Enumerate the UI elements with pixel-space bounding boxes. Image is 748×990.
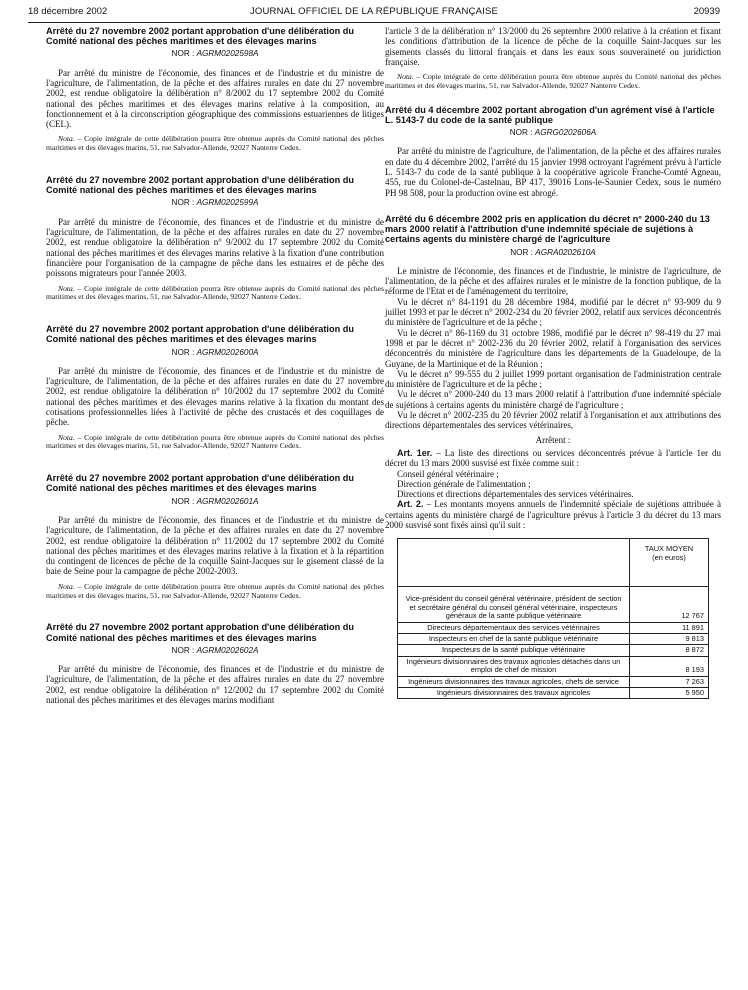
decree-note: Nota. – Copie intégrale de cette délibération pourra être obtenue auprès du Comité national des pêches maritimes et des élevages marins, 51, rue Salvador-Allende, 92027 Nanterre Cedex. bbox=[46, 134, 384, 153]
row-value: 5 950 bbox=[630, 687, 709, 698]
decree-section-6 bbox=[385, 105, 721, 198]
nor-reference: NOR : AGRM0202599A bbox=[171, 198, 259, 208]
nor-reference: NOR : AGRA0202610A bbox=[510, 247, 596, 257]
page-number: 20939 bbox=[693, 6, 720, 17]
table-row bbox=[398, 645, 709, 656]
article-1: Art. 1er. – La liste des directions ou services déconcentrés prévue à l'article 1er du décret du 13 mars 2000 susvisé est fixée comme suit : bbox=[385, 447, 721, 469]
decree-body: Par arrêté du ministre de l'agriculture, de l'alimentation, de la pêche et des affaires rurales en date du 4 décembre 2002, l'arrêté du 15 janvier 1998 octroyant l'agrément prévu à l'article L. 5143-7 du code de la santé publique à la coopérative agricole Franche-Comté Agneau, 455, rue du Colonel-de-Castelnau, BP 417, 39016 Lons-le-Saunier Cedex, sous le numéro PH 98 508, pour la production ovine est abrogé. bbox=[385, 146, 721, 198]
preamble: Le ministre de l'économie, des finances et de l'industrie, le ministre de l'agriculture, de l'alimentation, de la pêche et des affaires rurales et le ministre de la fonction publique, de la réforme de l'Etat et de l'aménagement du territoire, bbox=[385, 265, 721, 297]
nor-reference: NOR : AGRM0202602A bbox=[171, 645, 259, 655]
nor-reference: NOR : AGRM0202600A bbox=[171, 347, 259, 357]
header-date: 18 décembre 2002 bbox=[28, 6, 108, 17]
header-rule bbox=[28, 22, 720, 23]
nor-reference: NOR : AGRM0202601A bbox=[171, 496, 259, 506]
list-item: Conseil général vétérinaire ; bbox=[397, 468, 499, 479]
list-item: Direction générale de l'alimentation ; bbox=[397, 478, 531, 489]
nor-reference: NOR : AGRG0202606A bbox=[509, 128, 597, 138]
row-value: 8 872 bbox=[630, 645, 709, 656]
rates-table bbox=[397, 538, 709, 699]
table-row bbox=[398, 687, 709, 698]
decree-title: Arrêté du 4 décembre 2002 portant abrogation d'un agrément visé à l'article L. 5143-7 du code de la santé publique bbox=[385, 104, 715, 125]
directions-list bbox=[385, 469, 721, 500]
table-header-rate: TAUX MOYEN (en euros) bbox=[630, 539, 709, 587]
decree-section-4 bbox=[46, 473, 384, 600]
arretent-heading: Arrêtent : bbox=[535, 434, 571, 445]
vu-clause: Vu le décret n° 99-555 du 2 juillet 1999 portant organisation de l'administration centrale du ministère de l'agriculture et de la pêche ; bbox=[385, 368, 721, 390]
row-label: Ingénieurs divisionnaires des travaux agricoles détachés dans un emploi de chef de mission bbox=[398, 656, 630, 676]
row-value: 8 193 bbox=[630, 656, 709, 676]
decree-section-5 bbox=[46, 622, 384, 705]
vu-clause: Vu le décret n° 84-1191 du 28 décembre 1984, modifié par le décret n° 93-909 du 9 juillet 1993 et par le décret n° 2002-234 du 20 février 2002, relatif aux services déconcentrés du ministère de l'agriculture et de la pêche ; bbox=[385, 296, 721, 328]
vu-clause: Vu le décret n° 86-1169 du 31 octobre 1986, modifié par le décret n° 98-419 du 27 mai 1998 et par le décret n° 2002-236 du 20 février 2002, relatif à l'organisation des services déconcentrés du ministère de l'agriculture dans les départements de la Guadeloupe, de la Guyane, de la Martinique et de la Réunion ; bbox=[385, 327, 721, 369]
row-value: 11 891 bbox=[630, 622, 709, 633]
table-row bbox=[398, 587, 709, 622]
row-value: 9 813 bbox=[630, 633, 709, 644]
decree-body: Par arrêté du ministre de l'économie, des finances et de l'industrie et du ministre de l'agriculture, de l'alimentation, de la pêche et des affaires rurales en date du 27 novembre 2002, est rendue obligatoire la délibération n° 8/2002 du 17 septembre 2002 du Comité national des pêches maritimes et des élevages marins relative à la composition, au fonctionnement et à la circonscription géographique des commissions estuariennes de litiges (CEL). bbox=[46, 67, 384, 130]
row-label: Ingénieurs divisionnaires des travaux agricoles, chefs de service bbox=[398, 676, 630, 687]
decree-note: Nota. – Copie intégrale de cette délibération pourra être obtenue auprès du Comité national des pêches maritimes et des élevages marins, 51, rue Salvador-Allende, 92027 Nanterre Cedex. bbox=[46, 432, 384, 451]
row-label: Inspecteurs en chef de la santé publique vétérinaire bbox=[398, 633, 630, 644]
article-2: Art. 2. – Les montants moyens annuels de l'indemnité spéciale de sujétions attribuée à certains agents du ministère chargé de l'agriculture prévus à l'article 3 du décret du 13 mars 2000 susvisé sont fixés ainsi qu'il suit : bbox=[385, 499, 722, 530]
table-header-empty bbox=[398, 539, 630, 587]
decree-section-7 bbox=[385, 214, 721, 699]
decree-body: Par arrêté du ministre de l'économie, des finances et de l'industrie et du ministre de l'agriculture, de l'alimentation, de la pêche et des affaires rurales en date du 27 novembre 2002, est rendue obligatoire la délibération n° 11/2002 du 17 septembre 2002 du Comité national des pêches maritimes et des élevages marins relative à la fixation et à la répartition du contingent de licences de pêche de la coquille Saint-Jacques sur le gisement classé de la baie de Seine pour la campagne de pêche 2002-2003. bbox=[46, 514, 384, 577]
right-column bbox=[385, 26, 721, 699]
row-label: Ingénieurs divisionnaires des travaux agricoles bbox=[398, 687, 630, 698]
decree-body: Par arrêté du ministre de l'économie, des finances et de l'industrie et du ministre de l'agriculture, de l'alimentation, de la pêche et des affaires rurales en date du 27 novembre 2002, est rendue obligatoire la délibération n° 10/2002 du 17 septembre 2002 du Comité national des pêches maritimes et des élevages marins relative à la fixation du montant des cotisations professionnelles liées à l'activité de pêche des crustacés et des coquillages de pêche. bbox=[46, 365, 384, 428]
decree-title: Arrêté du 27 novembre 2002 portant approbation d'une délibération du Comité national des pêches maritimes et des élevages marins bbox=[46, 324, 354, 345]
decree-title: Arrêté du 6 décembre 2002 pris en application du décret n° 2000-240 du 13 mars 2000 relatif à l'attribution d'une indemnité spéciale de sujétions à certains agents du ministère chargé de l'agriculture bbox=[385, 213, 710, 245]
decree-section-1 bbox=[46, 26, 384, 153]
vu-clause: Vu le décret n° 2000-240 du 13 mars 2000 relatif à l'attribution d'une indemnité spéciale de sujétions à certains agents du ministère chargé de l'agriculture ; bbox=[385, 389, 721, 410]
table-row bbox=[398, 622, 709, 633]
decree-note: Nota. – Copie intégrale de cette délibération pourra être obtenue auprès du Comité national des pêches maritimes et des élevages marins, 51, rue Salvador-Allende, 92027 Nanterre Cedex. bbox=[385, 72, 721, 90]
row-label: Vice-président du conseil général vétérinaire, président de section et secrétaire général du conseil général vétérinaire, inspecteurs généraux de la santé publique vétérinaire bbox=[398, 587, 630, 622]
page-header bbox=[28, 6, 720, 20]
decree-title: Arrêté du 27 novembre 2002 portant approbation d'une délibération du Comité national des pêches maritimes et des élevages marins bbox=[46, 26, 354, 47]
decree-title: Arrêté du 27 novembre 2002 portant approbation d'une délibération du Comité national des pêches maritimes et des élevages marins bbox=[46, 622, 354, 643]
row-label: Directeurs départementaux des services vétérinaires bbox=[398, 622, 630, 633]
vu-clause: Vu le décret n° 2002-235 du 20 février 2002 relatif à l'organisation et aux attributions des directions départementales des services vétérinaires, bbox=[385, 410, 721, 431]
left-column bbox=[46, 26, 384, 711]
decree-body: Par arrêté du ministre de l'économie, des finances et de l'industrie et du ministre de l'agriculture, de l'alimentation, de la pêche et des affaires rurales en date du 27 novembre 2002, est rendue obligatoire la délibération n° 9/2002 du 17 septembre 2002 du Comité national des pêches maritimes et des élevages marins relative à la fixation d'une contribution financière pour l'organisation de la campagne de pêche dans les estuaires et de pêche des poissons migrateurs pour l'année 2003. bbox=[46, 216, 384, 279]
decree-title: Arrêté du 27 novembre 2002 portant approbation d'une délibération du Comité national des pêches maritimes et des élevages marins bbox=[46, 175, 354, 196]
table-row bbox=[398, 633, 709, 644]
table-row bbox=[398, 676, 709, 687]
journal-title: JOURNAL OFFICIEL DE LA RÉPUBLIQUE FRANÇAISE bbox=[249, 6, 499, 17]
nor-reference: NOR : AGRM0202598A bbox=[171, 49, 259, 59]
decree-note: Nota. – Copie intégrale de cette délibération pourra être obtenue auprès du Comité national des pêches maritimes et des élevages marins, 51, rue Salvador-Allende, 92027 Nanterre Cedex. bbox=[46, 283, 384, 302]
decree-note: Nota. – Copie intégrale de cette délibération pourra être obtenue auprès du Comité national des pêches maritimes et des élevages marins, 51, rue Salvador-Allende, 92027 Nanterre Cedex. bbox=[46, 581, 384, 600]
continued-text: l'article 3 de la délibération n° 13/2000 du 26 septembre 2000 relative à la création et fixant les conditions d'attribution de la licence de pêche de la coquille Saint-Jacques sur les gisements classés du littoral français et dans les eaux sous souveraineté ou juridiction française. bbox=[385, 26, 721, 67]
row-label: Inspecteurs de la santé publique vétérinaire bbox=[398, 645, 630, 656]
list-item: Directions et directions départementales des services vétérinaires. bbox=[397, 489, 634, 500]
decree-section-3 bbox=[46, 324, 384, 451]
decree-section-2 bbox=[46, 175, 384, 302]
decree-title: Arrêté du 27 novembre 2002 portant approbation d'une délibération du Comité national des pêches maritimes et des élevages marins bbox=[46, 473, 354, 494]
row-value: 7 263 bbox=[630, 676, 709, 687]
decree-body: Par arrêté du ministre de l'économie, des finances et de l'industrie et du ministre de l'agriculture, de l'alimentation, de la pêche et des affaires rurales en date du 27 novembre 2002, est rendue obligatoire la délibération n° 12/2002 du 17 septembre 2002 du Comité national des pêches maritimes et des élevages marins modifiant bbox=[46, 664, 384, 705]
table-row bbox=[398, 656, 709, 676]
row-value: 12 767 bbox=[630, 587, 709, 622]
